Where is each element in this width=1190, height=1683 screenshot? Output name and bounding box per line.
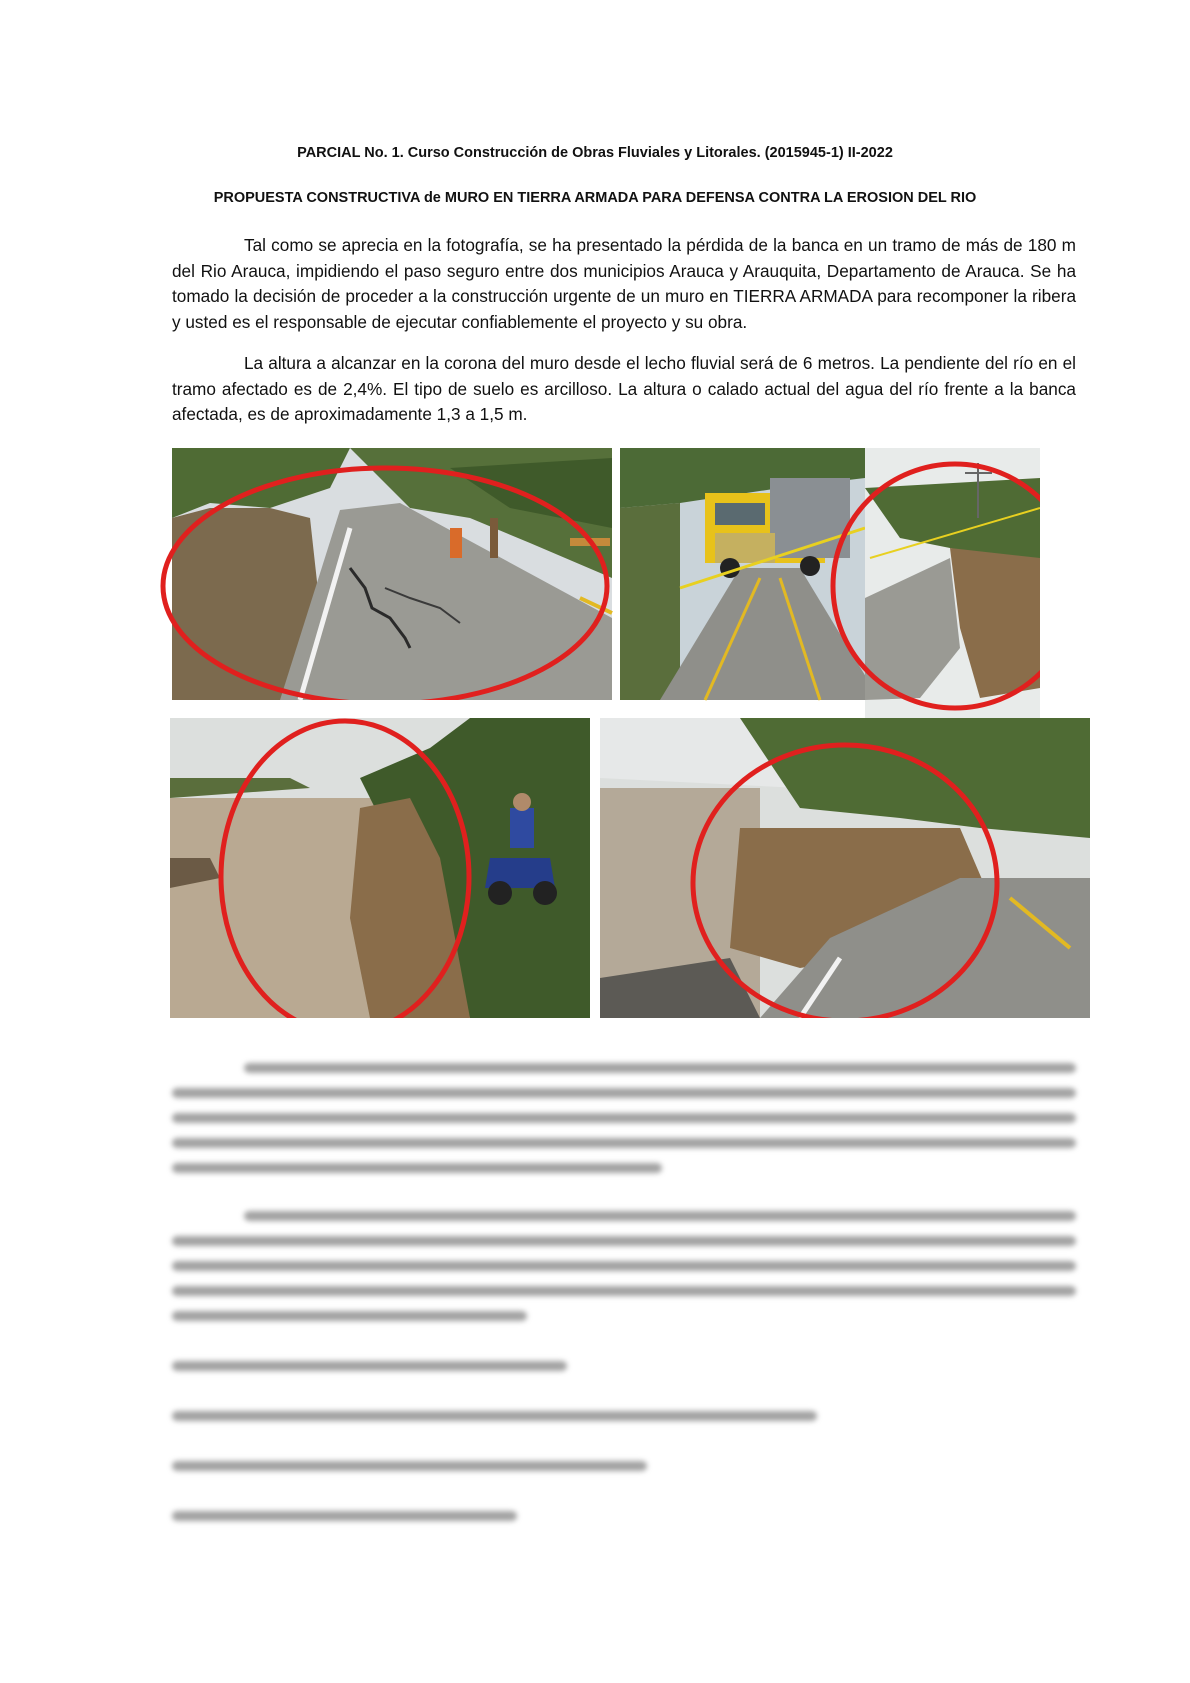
parameters-paragraph: La altura a alcanzar en la corona del muro desde el lecho fluvial será de 6 metros. La pendiente del río en el tramo afectado es de 2,4%. El tipo de suelo es arcilloso. La altura o calado actual del agua del río frente a la banca afectada, es de aproximadamente 1,3 a 1,5 m. xyxy=(172,353,1076,424)
intro-paragraph: Tal como se aprecia en la fotografía, se ha presentado la pérdida de la banca en un tramo de más de 180 m del Rio Arauca, impidiendo el paso seguro entre dos municipios Arauca y Arauquita, Departamento de Arauca. Se ha tomado la decisión de proceder a la construcción urgente de un muro en TIERRA ARMADA para recomponer la ribera y usted es el responsable de ejecutar confiablemente el proyecto y su obra. xyxy=(172,235,1076,332)
photo-riverbank-motorcycle xyxy=(170,718,590,1018)
photo-truck-eroded-bank xyxy=(620,448,1040,720)
exam-title: PARCIAL No. 1. Curso Construcción de Obras Fluviales y Litorales. (2015945-1) II-2022 xyxy=(297,145,893,161)
photo-collapsed-road xyxy=(600,718,1090,1018)
proposal-title: PROPUESTA CONSTRUCTIVA de MURO EN TIERRA ARMADA PARA DEFENSA CONTRA LA EROSION DEL RIO xyxy=(213,190,977,206)
photo-cracked-road xyxy=(150,448,620,700)
